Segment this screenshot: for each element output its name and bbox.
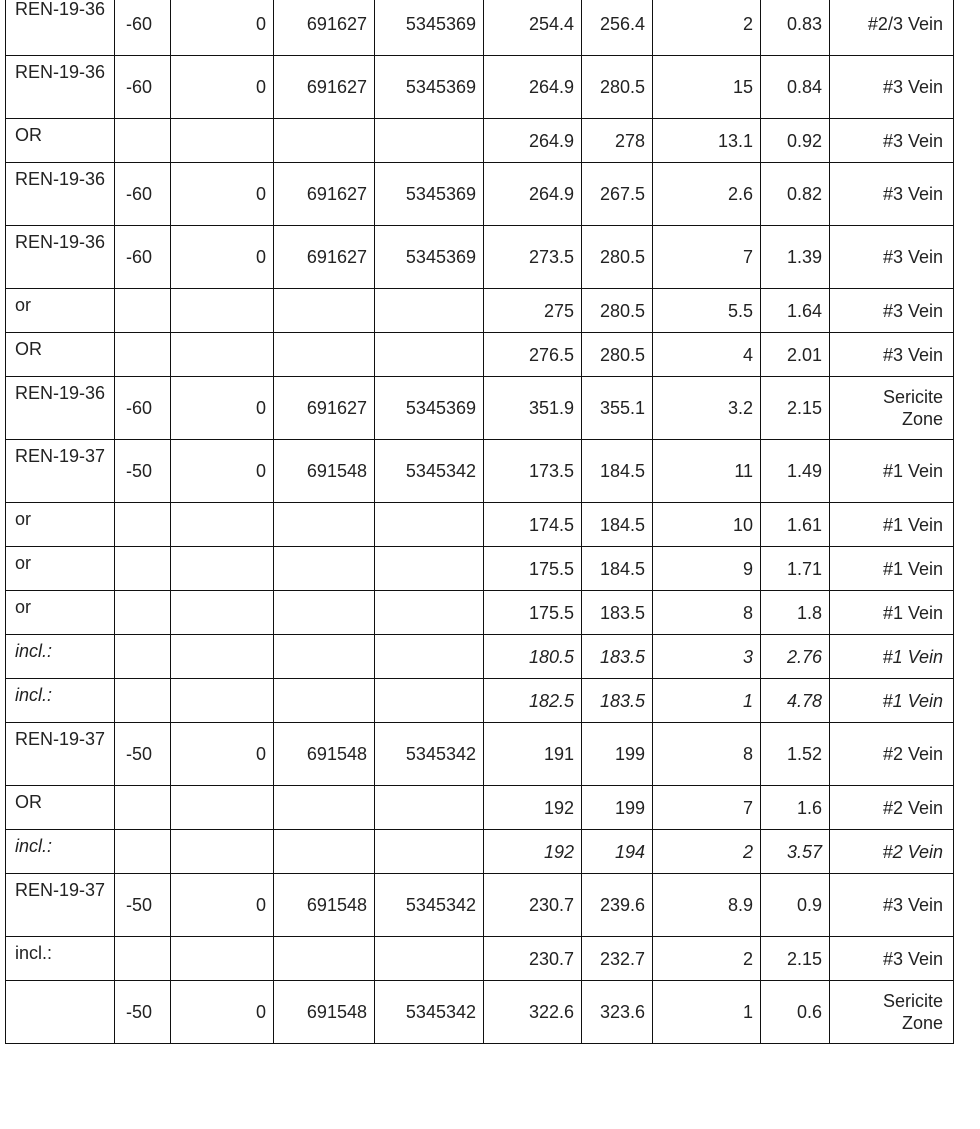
northing-cell [375, 119, 484, 163]
northing-cell: 5345369 [375, 0, 484, 56]
length-cell: 8.9 [653, 874, 761, 937]
grade-cell: 0.83 [761, 0, 830, 56]
northing-cell [375, 635, 484, 679]
azimuth-cell: 0 [171, 874, 274, 937]
from-cell: 182.5 [484, 679, 582, 723]
azimuth-cell [171, 333, 274, 377]
zone-cell: #1 Vein [830, 547, 954, 591]
to-cell: 199 [582, 723, 653, 786]
hole-id-cell: or [6, 503, 115, 547]
zone-cell: #3 Vein [830, 333, 954, 377]
from-cell: 254.4 [484, 0, 582, 56]
zone-cell: Sericite Zone [830, 981, 954, 1044]
length-cell: 3 [653, 635, 761, 679]
from-cell: 264.9 [484, 163, 582, 226]
from-cell: 180.5 [484, 635, 582, 679]
zone-cell: #3 Vein [830, 163, 954, 226]
from-cell: 264.9 [484, 56, 582, 119]
easting-cell: 691548 [274, 723, 375, 786]
northing-cell [375, 937, 484, 981]
northing-cell [375, 786, 484, 830]
azimuth-cell [171, 830, 274, 874]
hole-id-cell: REN-19-37 [6, 440, 115, 503]
hole-id-cell: incl.: [6, 635, 115, 679]
azimuth-cell [171, 119, 274, 163]
dip-cell [115, 591, 171, 635]
azimuth-cell [171, 503, 274, 547]
length-cell: 13.1 [653, 119, 761, 163]
northing-cell: 5345369 [375, 56, 484, 119]
hole-id-cell: incl.: [6, 679, 115, 723]
dip-cell: -50 [115, 981, 171, 1044]
length-cell: 1 [653, 679, 761, 723]
easting-cell [274, 333, 375, 377]
table-row [6, 874, 954, 937]
table-row [6, 981, 954, 1044]
easting-cell [274, 830, 375, 874]
northing-cell [375, 289, 484, 333]
to-cell: 194 [582, 830, 653, 874]
northing-cell [375, 591, 484, 635]
length-cell: 4 [653, 333, 761, 377]
azimuth-cell [171, 547, 274, 591]
zone-cell: #2 Vein [830, 786, 954, 830]
dip-cell [115, 679, 171, 723]
length-cell: 2 [653, 0, 761, 56]
grade-cell: 0.92 [761, 119, 830, 163]
hole-id-cell: REN-19-37 [6, 723, 115, 786]
hole-id-cell: incl.: [6, 830, 115, 874]
hole-id-cell: OR [6, 786, 115, 830]
table-row [6, 119, 954, 163]
from-cell: 230.7 [484, 937, 582, 981]
hole-id-cell: incl.: [6, 937, 115, 981]
from-cell: 273.5 [484, 226, 582, 289]
length-cell: 5.5 [653, 289, 761, 333]
table-row [6, 830, 954, 874]
from-cell: 192 [484, 786, 582, 830]
hole-id-cell: or [6, 547, 115, 591]
from-cell: 276.5 [484, 333, 582, 377]
length-cell: 2.6 [653, 163, 761, 226]
dip-cell [115, 547, 171, 591]
table-row [6, 333, 954, 377]
to-cell: 256.4 [582, 0, 653, 56]
azimuth-cell [171, 289, 274, 333]
table-row [6, 679, 954, 723]
to-cell: 323.6 [582, 981, 653, 1044]
table-row [6, 547, 954, 591]
length-cell: 9 [653, 547, 761, 591]
to-cell: 280.5 [582, 333, 653, 377]
easting-cell [274, 503, 375, 547]
hole-id-cell: REN-19-36 [6, 377, 115, 440]
length-cell: 2 [653, 937, 761, 981]
table-row [6, 937, 954, 981]
dip-cell [115, 503, 171, 547]
azimuth-cell: 0 [171, 723, 274, 786]
table-row [6, 0, 954, 56]
dip-cell [115, 786, 171, 830]
from-cell: 322.6 [484, 981, 582, 1044]
dip-cell: -60 [115, 226, 171, 289]
dip-cell: -60 [115, 163, 171, 226]
zone-cell: Sericite Zone [830, 377, 954, 440]
zone-cell: #3 Vein [830, 226, 954, 289]
northing-cell: 5345369 [375, 377, 484, 440]
grade-cell: 1.39 [761, 226, 830, 289]
easting-cell [274, 937, 375, 981]
from-cell: 191 [484, 723, 582, 786]
hole-id-cell: REN-19-36 [6, 56, 115, 119]
table-row [6, 226, 954, 289]
length-cell: 11 [653, 440, 761, 503]
zone-cell: #1 Vein [830, 679, 954, 723]
zone-cell: #2/3 Vein [830, 0, 954, 56]
grade-cell: 2.76 [761, 635, 830, 679]
easting-cell [274, 591, 375, 635]
northing-cell: 5345342 [375, 981, 484, 1044]
northing-cell: 5345342 [375, 440, 484, 503]
length-cell: 7 [653, 226, 761, 289]
northing-cell [375, 333, 484, 377]
length-cell: 8 [653, 723, 761, 786]
easting-cell: 691548 [274, 874, 375, 937]
azimuth-cell [171, 937, 274, 981]
grade-cell: 0.82 [761, 163, 830, 226]
from-cell: 192 [484, 830, 582, 874]
to-cell: 280.5 [582, 226, 653, 289]
zone-cell: #1 Vein [830, 591, 954, 635]
northing-cell: 5345369 [375, 163, 484, 226]
zone-cell: #1 Vein [830, 503, 954, 547]
hole-id-cell [6, 981, 115, 1044]
drill-results-table [5, 0, 954, 1044]
to-cell: 184.5 [582, 440, 653, 503]
table-row [6, 440, 954, 503]
easting-cell [274, 679, 375, 723]
hole-id-cell: REN-19-36 [6, 226, 115, 289]
northing-cell [375, 679, 484, 723]
dip-cell: -50 [115, 723, 171, 786]
grade-cell: 1.64 [761, 289, 830, 333]
easting-cell [274, 635, 375, 679]
dip-cell [115, 830, 171, 874]
from-cell: 174.5 [484, 503, 582, 547]
azimuth-cell: 0 [171, 440, 274, 503]
dip-cell [115, 635, 171, 679]
zone-cell: #3 Vein [830, 874, 954, 937]
zone-cell: #3 Vein [830, 289, 954, 333]
dip-cell: -60 [115, 56, 171, 119]
length-cell: 8 [653, 591, 761, 635]
azimuth-cell [171, 591, 274, 635]
grade-cell: 2.01 [761, 333, 830, 377]
from-cell: 175.5 [484, 547, 582, 591]
azimuth-cell: 0 [171, 56, 274, 119]
from-cell: 275 [484, 289, 582, 333]
zone-cell: #3 Vein [830, 937, 954, 981]
azimuth-cell: 0 [171, 0, 274, 56]
length-cell: 10 [653, 503, 761, 547]
easting-cell: 691627 [274, 226, 375, 289]
easting-cell: 691627 [274, 377, 375, 440]
dip-cell [115, 289, 171, 333]
grade-cell: 0.6 [761, 981, 830, 1044]
easting-cell: 691627 [274, 163, 375, 226]
zone-cell: #3 Vein [830, 119, 954, 163]
grade-cell: 3.57 [761, 830, 830, 874]
hole-id-cell: OR [6, 119, 115, 163]
table-row [6, 635, 954, 679]
azimuth-cell: 0 [171, 981, 274, 1044]
length-cell: 1 [653, 981, 761, 1044]
hole-id-cell: OR [6, 333, 115, 377]
to-cell: 280.5 [582, 56, 653, 119]
zone-cell: #3 Vein [830, 56, 954, 119]
table-row [6, 377, 954, 440]
zone-cell: #1 Vein [830, 635, 954, 679]
northing-cell: 5345369 [375, 226, 484, 289]
to-cell: 183.5 [582, 679, 653, 723]
table-row [6, 723, 954, 786]
to-cell: 183.5 [582, 635, 653, 679]
hole-id-cell: or [6, 591, 115, 635]
dip-cell [115, 937, 171, 981]
dip-cell [115, 333, 171, 377]
to-cell: 280.5 [582, 289, 653, 333]
northing-cell [375, 503, 484, 547]
to-cell: 239.6 [582, 874, 653, 937]
to-cell: 199 [582, 786, 653, 830]
dip-cell: -60 [115, 377, 171, 440]
northing-cell: 5345342 [375, 874, 484, 937]
from-cell: 230.7 [484, 874, 582, 937]
table-row [6, 786, 954, 830]
azimuth-cell: 0 [171, 377, 274, 440]
to-cell: 278 [582, 119, 653, 163]
grade-cell: 4.78 [761, 679, 830, 723]
grade-cell: 1.49 [761, 440, 830, 503]
from-cell: 173.5 [484, 440, 582, 503]
length-cell: 2 [653, 830, 761, 874]
azimuth-cell [171, 786, 274, 830]
azimuth-cell: 0 [171, 163, 274, 226]
grade-cell: 1.8 [761, 591, 830, 635]
grade-cell: 1.61 [761, 503, 830, 547]
easting-cell: 691548 [274, 440, 375, 503]
table-row [6, 56, 954, 119]
easting-cell: 691627 [274, 56, 375, 119]
hole-id-cell: REN-19-37 [6, 874, 115, 937]
grade-cell: 1.6 [761, 786, 830, 830]
table-row [6, 289, 954, 333]
dip-cell: -60 [115, 0, 171, 56]
to-cell: 267.5 [582, 163, 653, 226]
easting-cell [274, 119, 375, 163]
azimuth-cell: 0 [171, 226, 274, 289]
easting-cell [274, 289, 375, 333]
dip-cell: -50 [115, 440, 171, 503]
to-cell: 183.5 [582, 591, 653, 635]
dip-cell [115, 119, 171, 163]
grade-cell: 2.15 [761, 937, 830, 981]
from-cell: 175.5 [484, 591, 582, 635]
from-cell: 351.9 [484, 377, 582, 440]
zone-cell: #2 Vein [830, 723, 954, 786]
to-cell: 355.1 [582, 377, 653, 440]
to-cell: 184.5 [582, 547, 653, 591]
easting-cell: 691627 [274, 0, 375, 56]
length-cell: 3.2 [653, 377, 761, 440]
grade-cell: 0.9 [761, 874, 830, 937]
easting-cell: 691548 [274, 981, 375, 1044]
zone-cell: #1 Vein [830, 440, 954, 503]
table-row [6, 591, 954, 635]
to-cell: 184.5 [582, 503, 653, 547]
azimuth-cell [171, 679, 274, 723]
hole-id-cell: or [6, 289, 115, 333]
easting-cell [274, 786, 375, 830]
table-row [6, 503, 954, 547]
northing-cell [375, 547, 484, 591]
northing-cell: 5345342 [375, 723, 484, 786]
easting-cell [274, 547, 375, 591]
grade-cell: 1.52 [761, 723, 830, 786]
length-cell: 7 [653, 786, 761, 830]
azimuth-cell [171, 635, 274, 679]
hole-id-cell: REN-19-36 [6, 163, 115, 226]
grade-cell: 0.84 [761, 56, 830, 119]
to-cell: 232.7 [582, 937, 653, 981]
from-cell: 264.9 [484, 119, 582, 163]
grade-cell: 1.71 [761, 547, 830, 591]
northing-cell [375, 830, 484, 874]
length-cell: 15 [653, 56, 761, 119]
dip-cell: -50 [115, 874, 171, 937]
grade-cell: 2.15 [761, 377, 830, 440]
table-row [6, 163, 954, 226]
zone-cell: #2 Vein [830, 830, 954, 874]
hole-id-cell: REN-19-36 [6, 0, 115, 56]
